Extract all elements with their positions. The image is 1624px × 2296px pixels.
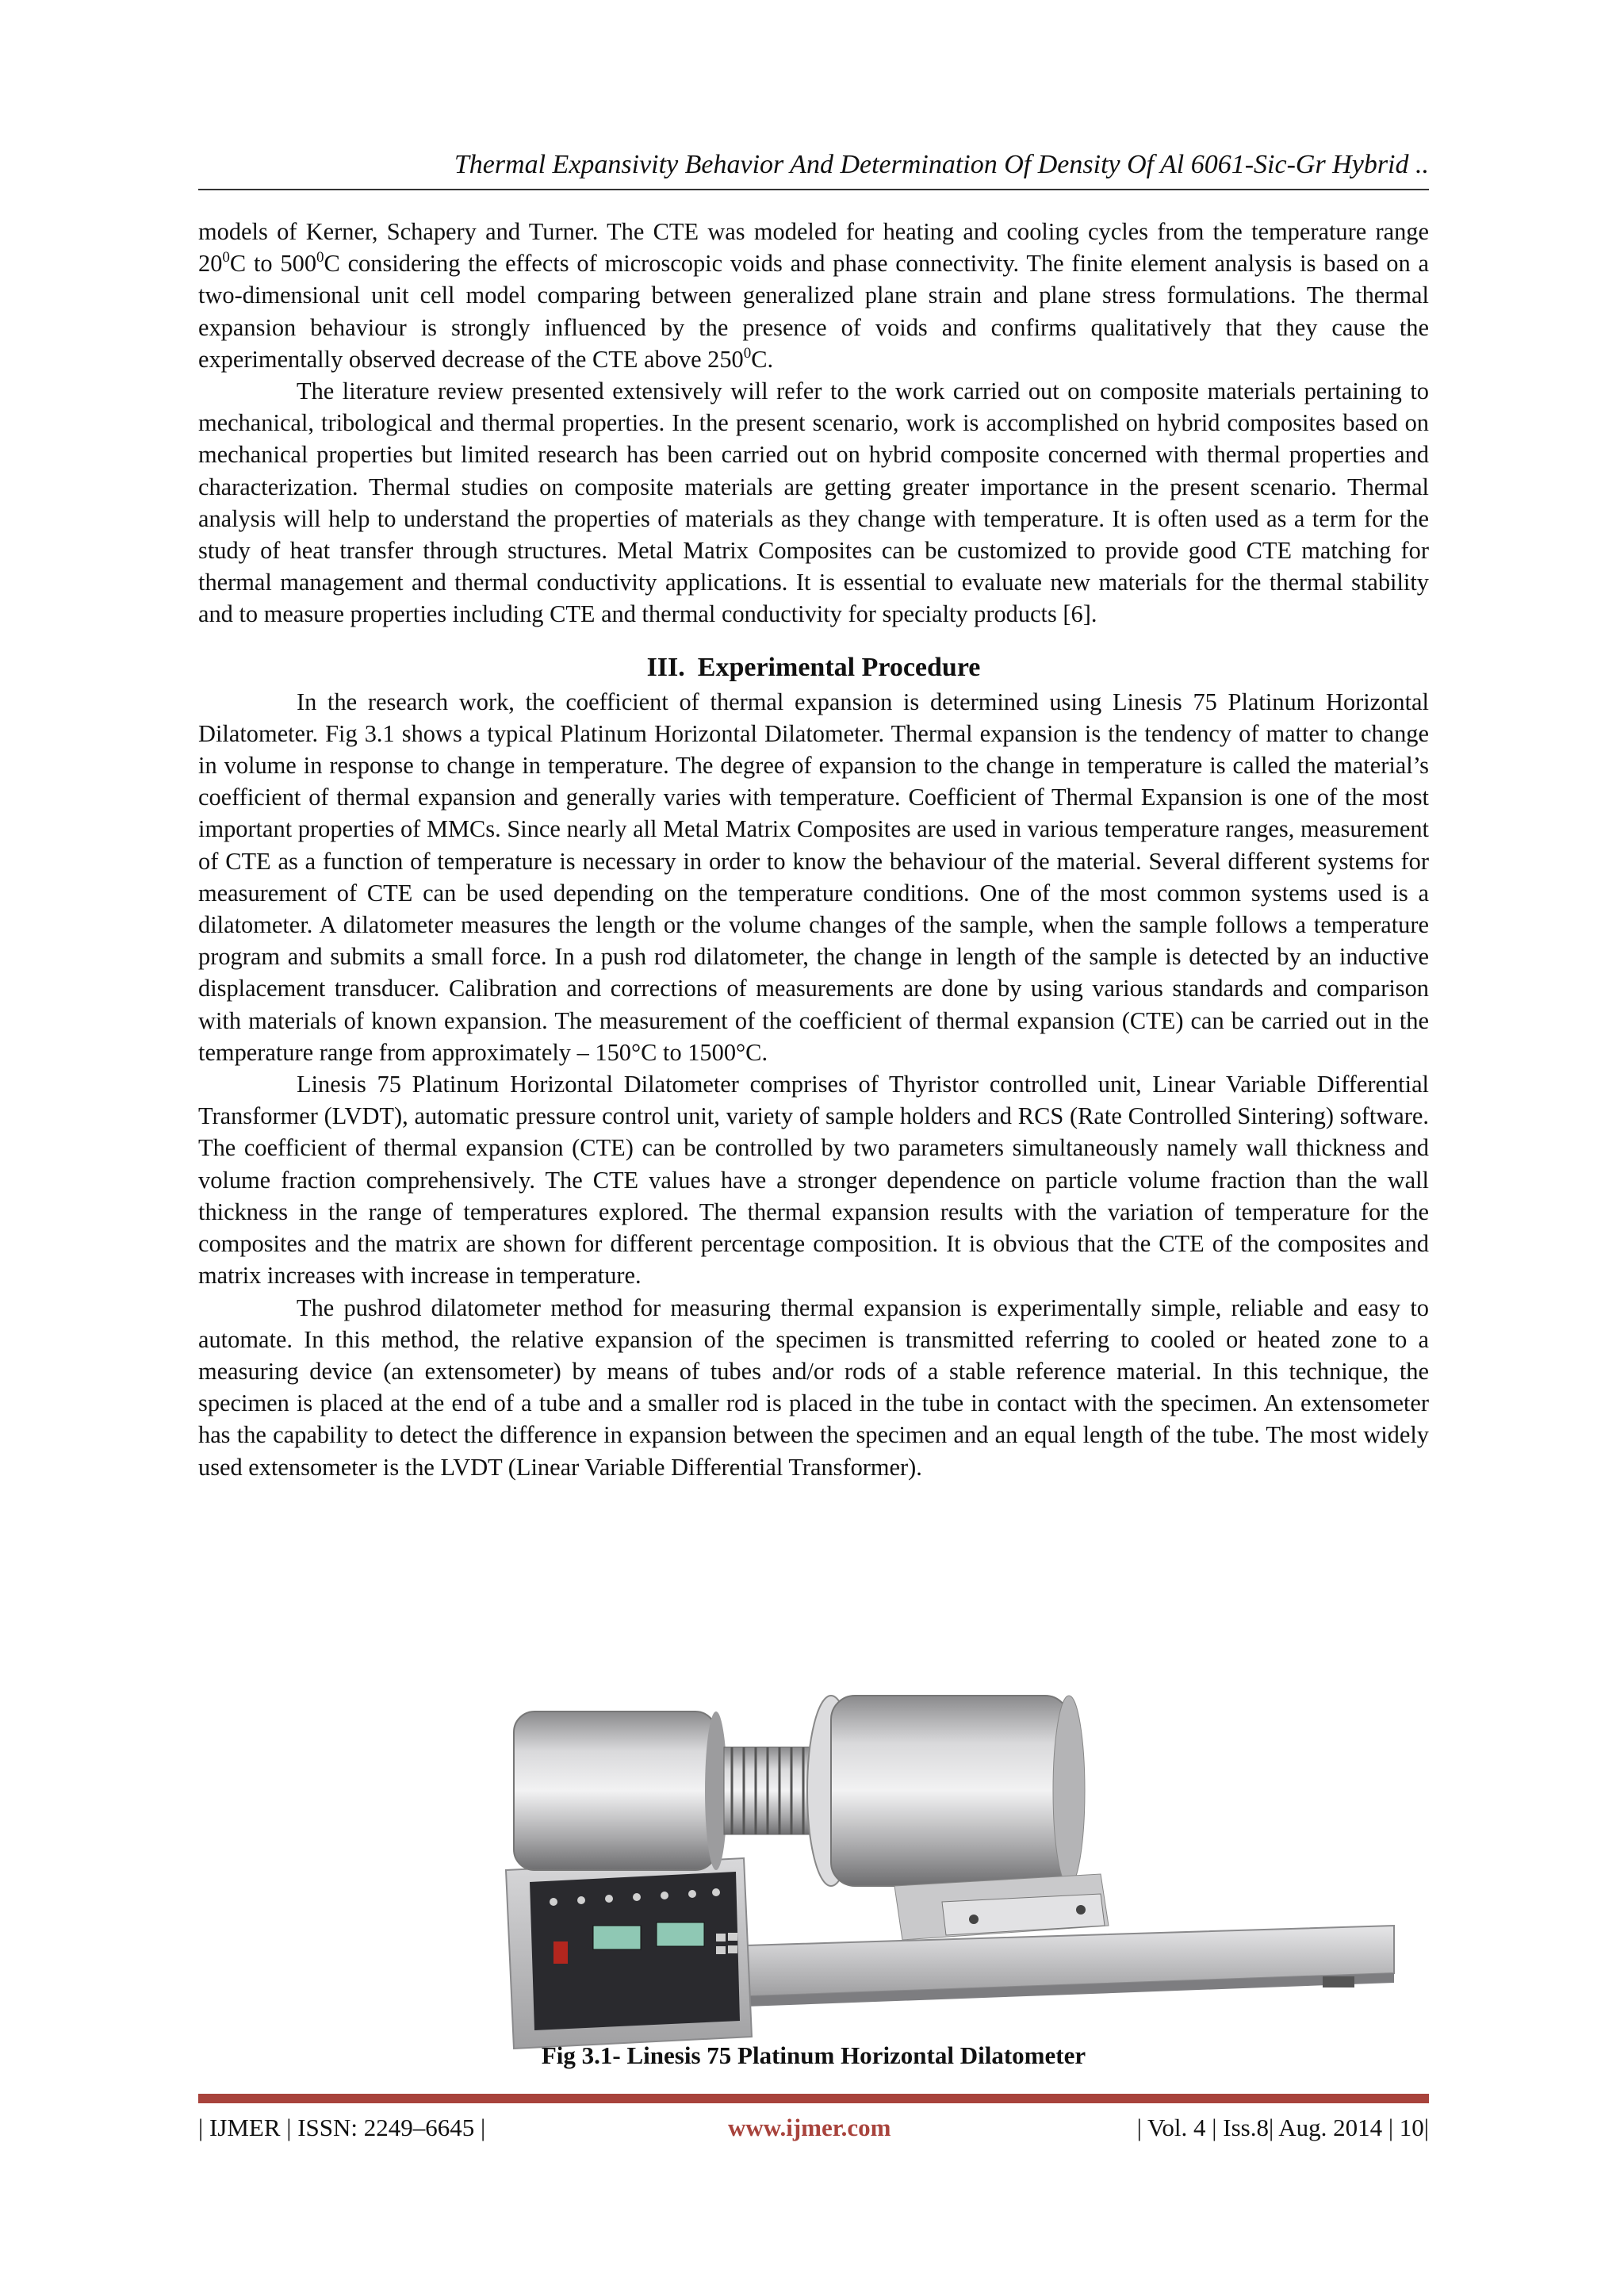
section-number: III. xyxy=(646,652,685,682)
footer-volume: | Vol. 4 | Iss.8| Aug. 2014 | 10| xyxy=(1136,2114,1429,2141)
superscript: 0 xyxy=(316,249,324,266)
paragraph-4: Linesis 75 Platinum Horizontal Dilatometer comprises of Thyristor controlled unit, Linear Variable Differential Transformer (LVDT), automatic pressure control unit, variety of sample holders and RCS (Rate Controlled Sintering) software. The coefficient of thermal expansion (CTE) can be controlled by two parameters simultaneously namely wall thickness and volume fraction comprehensively. The CTE values have a stronger dependence on particle volume fraction than the wall thickness in the range of temperatures explored. The thermal expansion results with the variation of temperature for the composites and the matrix are shown for different percentage composition. It is obvious that the CTE of the composites and matrix increases with increase in temperature. xyxy=(198,1071,1429,1290)
footer-rule xyxy=(198,2094,1429,2103)
paragraph-1-part-d: C. xyxy=(751,345,774,373)
dilatometer-illustration xyxy=(498,1688,1442,2060)
body-text xyxy=(198,216,1429,1483)
paragraph-1-part-c: C considering the effects of microscopic voids and phase connectivity. The finite element analysis is based on a two-dimensional unit cell model comparing between generalized plane strain and plane stress formulations. The thermal expansion behaviour is strongly influenced by the presence of voids and confirms qualitatively that they cause the experimentally observed decrease of the CTE above 250 xyxy=(198,250,1429,373)
paragraph-1-part-a: models of Kerner, Schapery and Turner. The CTE was modeled for heating and cooling cycles from the temperature range 20 xyxy=(198,218,1429,278)
power-switch xyxy=(553,1941,568,1964)
bellows xyxy=(724,1747,819,1834)
footer xyxy=(198,2110,1429,2145)
paragraph-5: The pushrod dilatometer method for measuring thermal expansion is experimentally simple, reliable and easy to automate. In this method, the relative expansion of the specimen is transmitted referring to cooled or heated zone to a measuring device (an extensometer) by means of tubes and/or rods of a stable reference material. In this technique, the specimen is placed at the end of a tube and a smaller rod is placed in the tube in contact with the specimen. An extensometer has the capability to detect the difference in expansion between the specimen and an equal length of the tube. The most widely used extensometer is the LVDT (Linear Variable Differential Transformer). xyxy=(198,1294,1429,1481)
footer-issn: | IJMER | ISSN: 2249–6645 | xyxy=(198,2114,486,2141)
paragraph-2: The literature review presented extensively will refer to the work carried out on composite materials pertaining to mechanical, tribological and thermal properties. In the present scenario, work is accomplished on hybrid composites based on mechanical properties but limited research has been carried out on hybrid composite concerned with thermal properties and characterization. Thermal studies on composite materials are getting greater importance in the present scenario. Thermal analysis will help to understand the properties of materials as they change with temperature. It is often used as a term for the study of heat transfer through structures. Metal Matrix Composites can be customized to provide good CTE matching for thermal management and thermal conductivity applications. It is essential to evaluate new materials for the thermal stability and to measure properties including CTE and thermal conductivity for specialty products [6]. xyxy=(198,378,1429,628)
header-rule xyxy=(198,189,1429,190)
paragraph-1 xyxy=(198,216,1429,375)
dilatometer-figure xyxy=(498,1688,1442,2060)
running-header: Thermal Expansivity Behavior And Determination Of Density Of Al 6061-Sic-Gr Hybrid .. xyxy=(454,150,1429,179)
display-left xyxy=(593,1926,641,1949)
right-furnace xyxy=(831,1696,1069,1886)
figure-caption: Fig 3.1- Linesis 75 Platinum Horizontal Dilatometer xyxy=(541,2041,1086,2069)
superscript: 0 xyxy=(222,249,230,266)
footer-website-link[interactable]: www.ijmer.com xyxy=(728,2114,891,2141)
section-heading xyxy=(198,651,1429,684)
display-right xyxy=(657,1922,704,1946)
superscript: 0 xyxy=(743,344,752,362)
paragraph-1-part-b: C to 500 xyxy=(229,250,317,278)
section-title: Experimental Procedure xyxy=(697,652,981,682)
paragraph-3: In the research work, the coefficient of thermal expansion is determined using Linesis 75 Platinum Horizontal Dilatometer. Fig 3.1 shows a typical Platinum Horizontal Dilatometer. Thermal expansion is the tendency of matter to change in volume in response to change in temperature. The degree of expansion to the change in temperature is called the material’s coefficient of thermal expansion and generally varies with temperature. Coefficient of Thermal Expansion is one of the most important properties of MMCs. Since nearly all Metal Matrix Composites are used in various temperature ranges, measurement of CTE as a function of temperature is necessary in order to know the behaviour of the material. Several different systems for measurement of CTE can be used depending on the temperature conditions. One of the most common systems used is a dilatometer. A dilatometer measures the length or the volume changes of the sample, when the sample follows a temperature program and submits a small force. In a push rod dilatometer, the change in length of the sample is detected by an inductive displacement transducer. Calibration and corrections of measurements are done by using various standards and comparison with materials of known expansion. The measurement of the coefficient of thermal expansion (CTE) can be carried out in the temperature range from approximately – 150°C to 1500°C. xyxy=(198,688,1429,1066)
left-furnace xyxy=(514,1711,716,1870)
